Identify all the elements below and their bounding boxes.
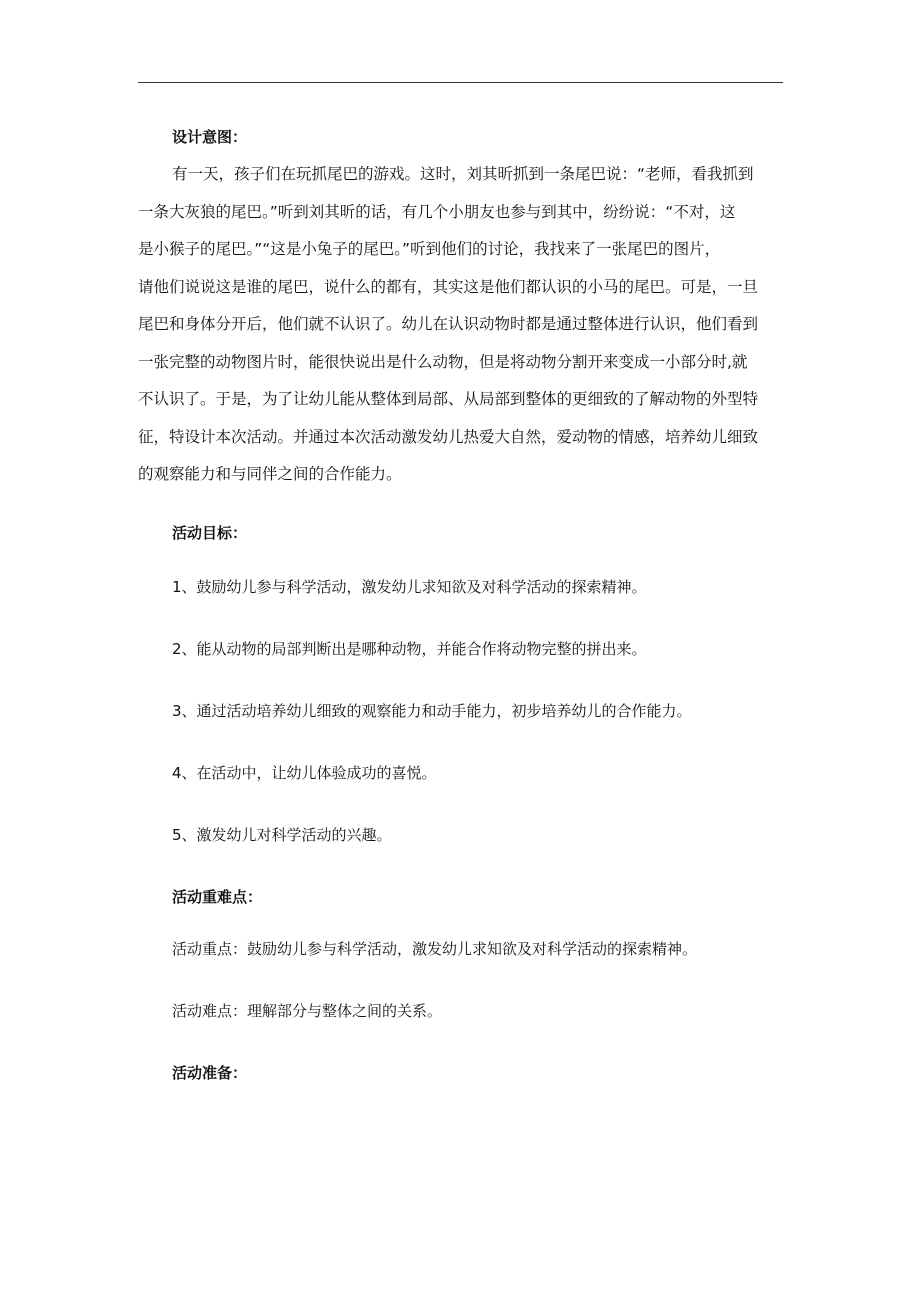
key-point-focus: 活动重点：鼓励幼儿参与科学活动，激发幼儿求知欲及对科学活动的探索精神。 bbox=[172, 939, 698, 958]
goal-item: 2、能从动物的局部判断出是哪种动物，并能合作将动物完整的拼出来。 bbox=[172, 639, 647, 658]
section-heading-preparation: 活动准备： bbox=[172, 1063, 248, 1082]
section-heading-design-intent: 设计意图： bbox=[172, 128, 248, 146]
section-heading-goals: 活动目标： bbox=[172, 523, 248, 542]
paragraph-line: 有一天，孩子们在玩抓尾巴的游戏。这时，刘其昕抓到一条尾巴说：“老师，看我抓到 bbox=[172, 165, 754, 183]
key-point-difficulty: 活动难点：理解部分与整体之间的关系。 bbox=[172, 1001, 443, 1020]
paragraph-line: 的观察能力和与同伴之间的合作能力。 bbox=[138, 465, 402, 483]
goal-item: 5、激发幼儿对科学活动的兴趣。 bbox=[172, 825, 392, 844]
header-rule bbox=[138, 82, 783, 83]
goal-item: 3、通过活动培养幼儿细致的观察能力和动手能力，初步培养幼儿的合作能力。 bbox=[172, 701, 692, 720]
document-body bbox=[138, 124, 798, 1098]
paragraph-line: 尾巴和身体分开后，他们就不认识了。幼儿在认识动物时都是通过整体进行认识，他们看到 bbox=[138, 315, 759, 333]
design-intent-paragraph bbox=[138, 156, 798, 494]
paragraph-line: 是小猴子的尾巴。”“这是小兔子的尾巴。”听到他们的讨论，我找来了一张尾巴的图片， bbox=[138, 240, 721, 258]
paragraph-line: 请他们说说这是谁的尾巴，说什么的都有，其实这是他们都认识的小马的尾巴。可是，一旦 bbox=[138, 277, 759, 296]
paragraph-line: 征，特设计本次活动。并通过本次活动激发幼儿热爱大自然，爱动物的情感，培养幼儿细致 bbox=[138, 427, 759, 446]
goal-item: 4、在活动中，让幼儿体验成功的喜悦。 bbox=[172, 763, 437, 782]
goal-item: 1、鼓励幼儿参与科学活动，激发幼儿求知欲及对科学活动的探索精神。 bbox=[172, 577, 647, 596]
section-heading-key-points: 活动重难点： bbox=[172, 887, 263, 906]
paragraph-line: 一张完整的动物图片时，能很快说出是什么动物，但是将动物分割开来变成一小部分时,就 bbox=[138, 352, 748, 371]
paragraph-line: 一条大灰狼的尾巴。”听到刘其昕的话，有几个小朋友也参与到其中，纷纷说：“不对，这 bbox=[138, 202, 736, 221]
paragraph-line: 不认识了。于是，为了让幼儿能从整体到局部、从局部到整体的更细致的了解动物的外型特 bbox=[138, 390, 759, 408]
